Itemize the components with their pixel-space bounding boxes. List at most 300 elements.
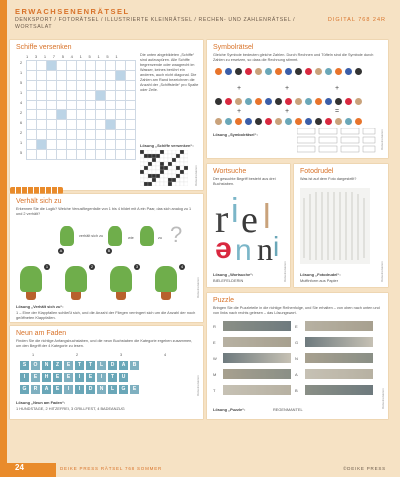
grid-cell[interactable] bbox=[76, 61, 86, 71]
grid-cell[interactable] bbox=[56, 90, 66, 100]
question-mark-icon: ? bbox=[170, 222, 183, 247]
symbol-equation-row bbox=[215, 98, 362, 105]
grid-cell[interactable] bbox=[46, 70, 56, 80]
solution-cell bbox=[168, 150, 172, 154]
grid-cell[interactable] bbox=[96, 150, 106, 160]
grid-cell[interactable] bbox=[86, 80, 96, 90]
puzzle-strip-image[interactable] bbox=[223, 385, 291, 395]
letter-tile[interactable]: T bbox=[75, 361, 84, 370]
ball-icon bbox=[285, 68, 292, 75]
ball-icon bbox=[305, 68, 312, 75]
grid-cell[interactable] bbox=[46, 100, 56, 110]
option-number: 1 bbox=[45, 264, 49, 269]
flytrap-plant bbox=[65, 266, 87, 292]
symbol-equation-row bbox=[215, 68, 362, 75]
flytrap-plant bbox=[140, 226, 154, 246]
row-number: 1 bbox=[20, 91, 23, 95]
letter-tile[interactable]: G bbox=[119, 385, 128, 394]
ball-icon bbox=[255, 98, 262, 105]
letter-tile[interactable]: N bbox=[97, 385, 106, 394]
symbol-solution-label: Lösung „Symbolrätsel“: bbox=[213, 132, 258, 137]
ball-icon bbox=[295, 118, 302, 125]
grid-cell[interactable] bbox=[86, 61, 96, 71]
solution-cell bbox=[184, 166, 188, 170]
grid-cell[interactable] bbox=[36, 110, 46, 120]
letter-tile[interactable]: I bbox=[75, 373, 84, 382]
grid-cell[interactable] bbox=[96, 90, 106, 100]
solution-cell bbox=[156, 166, 160, 170]
grid-cell[interactable] bbox=[106, 110, 116, 120]
solution-cell bbox=[156, 150, 160, 154]
grid-cell[interactable] bbox=[27, 140, 37, 150]
solution-cell bbox=[148, 158, 152, 162]
solution-cell bbox=[160, 166, 164, 170]
grid-cell[interactable] bbox=[36, 130, 46, 140]
puzzle-strip-image[interactable] bbox=[305, 385, 373, 395]
puzzle-letter: B bbox=[295, 387, 298, 393]
solution-cell bbox=[180, 182, 184, 186]
grid-cell[interactable] bbox=[66, 140, 76, 150]
solution-cell bbox=[176, 170, 180, 174]
solution-cell bbox=[180, 150, 184, 154]
solution-cell bbox=[140, 154, 144, 158]
grid-cell[interactable] bbox=[76, 80, 86, 90]
grid-cell[interactable] bbox=[126, 130, 136, 140]
schiffe-title: Schiffe versenken bbox=[16, 44, 72, 51]
letter-tile[interactable]: L bbox=[97, 361, 106, 370]
puzzle-strip-image[interactable] bbox=[223, 321, 291, 331]
grid-cell[interactable] bbox=[56, 110, 66, 120]
letter-tile[interactable]: T bbox=[108, 373, 117, 382]
letter-tile[interactable]: I bbox=[97, 373, 106, 382]
ball-icon bbox=[305, 118, 312, 125]
letter-tile[interactable]: I bbox=[20, 373, 29, 382]
ball-icon bbox=[355, 98, 362, 105]
grid-cell[interactable] bbox=[106, 130, 116, 140]
grid-cell[interactable] bbox=[116, 130, 126, 140]
svg-text:i: i bbox=[273, 231, 280, 262]
puzzle-strip-image[interactable] bbox=[305, 369, 373, 379]
grid-cell[interactable] bbox=[116, 80, 126, 90]
ball-icon bbox=[345, 68, 352, 75]
solution-cell bbox=[160, 182, 164, 186]
letter-tile[interactable]: G bbox=[20, 385, 29, 394]
letter-tile[interactable]: E bbox=[31, 373, 40, 382]
solution-cell bbox=[172, 170, 176, 174]
solution-cell bbox=[156, 178, 160, 182]
solution-cell bbox=[160, 174, 164, 178]
ball-icon bbox=[225, 118, 232, 125]
solution-cell bbox=[156, 170, 160, 174]
grid-cell[interactable] bbox=[116, 120, 126, 130]
solution-cell bbox=[172, 178, 176, 182]
puzzle-row bbox=[213, 337, 373, 347]
puzzle-letter: E bbox=[213, 339, 216, 345]
grid-cell[interactable] bbox=[126, 80, 136, 90]
ball-icon bbox=[235, 118, 242, 125]
ball-icon bbox=[335, 118, 342, 125]
solution-cell bbox=[140, 158, 144, 162]
solution-cell bbox=[148, 166, 152, 170]
grid-cell[interactable] bbox=[106, 150, 116, 160]
verhaelt-label-b: wie bbox=[128, 236, 134, 240]
ball-icon bbox=[245, 118, 252, 125]
solution-cell bbox=[176, 178, 180, 182]
grid-cell[interactable] bbox=[36, 140, 46, 150]
letter-tile[interactable]: Z bbox=[53, 361, 62, 370]
solution-cell bbox=[168, 158, 172, 162]
verhaelt-title: Verhält sich zu bbox=[16, 198, 62, 205]
solution-cell bbox=[140, 174, 144, 178]
ball-icon bbox=[255, 118, 262, 125]
solution-cell bbox=[152, 158, 156, 162]
grid-cell[interactable] bbox=[96, 70, 106, 80]
solution-cell bbox=[184, 170, 188, 174]
solution-cell bbox=[164, 158, 168, 162]
grid-cell[interactable] bbox=[46, 140, 56, 150]
letter-tile[interactable]: E bbox=[86, 373, 95, 382]
grid-cell[interactable] bbox=[76, 90, 86, 100]
letter-tile[interactable]: E bbox=[64, 373, 73, 382]
neun-card bbox=[10, 326, 203, 419]
letter-tile[interactable]: S bbox=[20, 361, 29, 370]
grid-cell[interactable] bbox=[126, 61, 136, 71]
schiffe-solution-grid bbox=[140, 150, 188, 186]
grid-cell[interactable] bbox=[76, 100, 86, 110]
neun-solution: 1 HUNDSTAGE, 2 HITZEFREI, 3 GRILLFEST, 4 BADEANZUG bbox=[16, 406, 125, 411]
grid-cell[interactable] bbox=[86, 90, 96, 100]
letter-tile[interactable]: E bbox=[64, 361, 73, 370]
svg-text:l: l bbox=[263, 198, 271, 236]
footer-title: DEIKE PRESS RÄTSEL 768 SOMMER bbox=[60, 466, 163, 471]
solution-cell bbox=[172, 154, 176, 158]
grid-cell[interactable] bbox=[46, 150, 56, 160]
grid-cell[interactable] bbox=[96, 130, 106, 140]
grid-cell[interactable] bbox=[27, 70, 37, 80]
grid-cell[interactable] bbox=[96, 80, 106, 90]
operator-sign: = bbox=[335, 108, 340, 115]
grid-cell[interactable] bbox=[27, 110, 37, 120]
grid-cell[interactable] bbox=[66, 70, 76, 80]
grid-cell[interactable] bbox=[126, 90, 136, 100]
grid-cell[interactable] bbox=[56, 130, 66, 140]
letter-tile[interactable]: D bbox=[86, 385, 95, 394]
ball-icon bbox=[335, 98, 342, 105]
grid-cell[interactable] bbox=[27, 150, 37, 160]
solution-cell bbox=[152, 150, 156, 154]
svg-text:r: r bbox=[215, 196, 229, 241]
letter-tile[interactable]: H bbox=[42, 373, 51, 382]
solution-cell bbox=[184, 158, 188, 162]
grid-cell[interactable] bbox=[106, 140, 116, 150]
solution-cell bbox=[184, 178, 188, 182]
letter-tile[interactable]: I bbox=[64, 385, 73, 394]
solution-cell bbox=[140, 170, 144, 174]
grid-cell[interactable] bbox=[36, 80, 46, 90]
grid-cell[interactable] bbox=[86, 110, 96, 120]
letter-tile[interactable]: I bbox=[75, 385, 84, 394]
grid-cell[interactable] bbox=[106, 70, 116, 80]
grid-cell[interactable] bbox=[46, 61, 56, 71]
ball-icon bbox=[265, 68, 272, 75]
grid-cell[interactable] bbox=[27, 130, 37, 140]
letter-tile[interactable]: A bbox=[119, 361, 128, 370]
ball-icon bbox=[215, 98, 222, 105]
grid-cell[interactable] bbox=[66, 61, 76, 71]
grid-cell[interactable] bbox=[36, 150, 46, 160]
ball-icon bbox=[285, 98, 292, 105]
grid-cell[interactable] bbox=[46, 130, 56, 140]
grid-cell[interactable] bbox=[66, 130, 76, 140]
solution-cell bbox=[160, 162, 164, 166]
grid-cell[interactable] bbox=[126, 70, 136, 80]
solution-cell bbox=[148, 154, 152, 158]
grid-cell[interactable] bbox=[27, 90, 37, 100]
grid-cell[interactable] bbox=[46, 120, 56, 130]
wortsuche-letter-image bbox=[213, 192, 283, 262]
grid-cell[interactable] bbox=[56, 150, 66, 160]
row-number: 5 bbox=[20, 81, 23, 85]
solution-cell bbox=[164, 154, 168, 158]
grid-cell[interactable] bbox=[36, 90, 46, 100]
ball-icon bbox=[295, 98, 302, 105]
ball-icon bbox=[355, 68, 362, 75]
grid-cell[interactable] bbox=[76, 70, 86, 80]
verhaelt-solution-label: Lösung „Verhält sich zu“: bbox=[16, 304, 64, 309]
solution-cell bbox=[172, 150, 176, 154]
schiffe-credit: Rätselredaktion bbox=[194, 165, 198, 186]
grid-cell[interactable] bbox=[126, 120, 136, 130]
grid-cell[interactable] bbox=[86, 70, 96, 80]
ball-icon bbox=[325, 98, 332, 105]
solution-cell bbox=[168, 162, 172, 166]
grid-cell[interactable] bbox=[86, 140, 96, 150]
grid-cell[interactable] bbox=[76, 110, 86, 120]
grid-cell[interactable] bbox=[56, 70, 66, 80]
puzzle-strip-image[interactable] bbox=[305, 321, 373, 331]
grid-cell[interactable] bbox=[126, 140, 136, 150]
schiffe-card bbox=[10, 40, 203, 190]
letter-tile[interactable]: E bbox=[53, 373, 62, 382]
grid-cell[interactable] bbox=[86, 120, 96, 130]
solution-cell bbox=[152, 178, 156, 182]
solution-cell bbox=[184, 174, 188, 178]
grid-cell[interactable] bbox=[116, 70, 126, 80]
puzzle-letter: T bbox=[213, 387, 216, 393]
svg-text:ə: ə bbox=[215, 232, 232, 262]
solution-cell bbox=[180, 162, 184, 166]
grid-cell[interactable] bbox=[126, 100, 136, 110]
puzzle-strip-image[interactable] bbox=[305, 337, 373, 347]
grid-cell[interactable] bbox=[126, 110, 136, 120]
grid-cell[interactable] bbox=[76, 130, 86, 140]
solution-cell bbox=[140, 150, 144, 154]
flytrap-plant bbox=[60, 226, 74, 246]
solution-cell bbox=[180, 170, 184, 174]
grid-cell[interactable] bbox=[27, 80, 37, 90]
grid-cell[interactable] bbox=[106, 90, 116, 100]
row-number: 6 bbox=[20, 121, 23, 125]
solution-cell bbox=[144, 154, 148, 158]
solution-cell bbox=[160, 154, 164, 158]
solution-cell bbox=[160, 158, 164, 162]
solution-cell bbox=[176, 166, 180, 170]
grid-cell[interactable] bbox=[27, 120, 37, 130]
solution-cell bbox=[144, 182, 148, 186]
solution-cell bbox=[176, 174, 180, 178]
row-number: 4 bbox=[20, 101, 23, 105]
letter-tile[interactable]: U bbox=[119, 373, 128, 382]
ball-icon bbox=[245, 68, 252, 75]
grid-cell[interactable] bbox=[96, 110, 106, 120]
grid-cell[interactable] bbox=[66, 120, 76, 130]
grid-cell[interactable] bbox=[46, 80, 56, 90]
puzzle-row bbox=[213, 353, 373, 363]
solution-cell bbox=[176, 154, 180, 158]
puzzle-strip-image[interactable] bbox=[223, 353, 291, 363]
solution-cell bbox=[168, 182, 172, 186]
grid-cell[interactable] bbox=[27, 61, 37, 71]
flytrap-plant bbox=[20, 266, 42, 292]
grid-cell[interactable] bbox=[36, 61, 46, 71]
puzzle-letter: G bbox=[295, 339, 299, 345]
grid-cell[interactable] bbox=[66, 80, 76, 90]
puzzle-card bbox=[207, 293, 388, 419]
grid-cell[interactable] bbox=[126, 150, 136, 160]
grid-cell[interactable] bbox=[56, 80, 66, 90]
letter-tile[interactable]: N bbox=[42, 361, 51, 370]
flytrap-plant bbox=[108, 226, 122, 246]
fotodrudel-credit: Rätselredaktion bbox=[380, 261, 384, 282]
fotodrudel-photo bbox=[300, 188, 370, 264]
solution-cell bbox=[180, 166, 184, 170]
neun-solution-label: Lösung „Neun am Faden“: bbox=[16, 400, 66, 405]
page-subtitle: DENKSPORT / FOTORÄTSEL / ILLUSTRIERTE KLEINRÄTSEL / RECHEN- UND ZAHLENRÄTSEL / WORTSALAT bbox=[15, 17, 296, 30]
puzzle-solution: REGENMANTEL bbox=[273, 407, 303, 412]
grid-cell[interactable] bbox=[86, 100, 96, 110]
ball-icon bbox=[235, 68, 242, 75]
solution-cell bbox=[172, 174, 176, 178]
pair-label: A bbox=[59, 248, 63, 253]
grid-cell[interactable] bbox=[66, 100, 76, 110]
puzzle-strip-image[interactable] bbox=[223, 369, 291, 379]
grid-cell[interactable] bbox=[116, 110, 126, 120]
letter-tile[interactable]: R bbox=[31, 385, 40, 394]
grid-cell[interactable] bbox=[96, 140, 106, 150]
grid-cell[interactable] bbox=[106, 120, 116, 130]
letter-tile[interactable]: E bbox=[53, 385, 62, 394]
grid-cell[interactable] bbox=[116, 150, 126, 160]
letter-tile[interactable]: L bbox=[108, 385, 117, 394]
grid-cell[interactable] bbox=[27, 100, 37, 110]
fotodrudel-instructions: Was ist auf dem Foto dargestellt? bbox=[300, 177, 357, 181]
grid-cell[interactable] bbox=[36, 70, 46, 80]
category-number: 3 bbox=[120, 353, 123, 357]
grid-cell[interactable] bbox=[116, 140, 126, 150]
puzzle-letter: A bbox=[295, 371, 298, 377]
grid-cell[interactable] bbox=[56, 120, 66, 130]
solution-cell bbox=[144, 174, 148, 178]
solution-cell bbox=[172, 166, 176, 170]
grid-cell[interactable] bbox=[56, 100, 66, 110]
grid-cell[interactable] bbox=[46, 90, 56, 100]
grid-cell[interactable] bbox=[66, 90, 76, 100]
ball-icon bbox=[235, 98, 242, 105]
ball-icon bbox=[295, 68, 302, 75]
grid-cell[interactable] bbox=[76, 140, 86, 150]
puzzle-strip-image[interactable] bbox=[305, 353, 373, 363]
option-number: 4 bbox=[180, 264, 184, 269]
letter-tile[interactable]: D bbox=[108, 361, 117, 370]
grid-cell[interactable] bbox=[106, 100, 116, 110]
wortsuche-instructions: Der gesuchte Begriff besteht aus drei Buchstaben. bbox=[213, 177, 276, 186]
solution-cell bbox=[184, 182, 188, 186]
grid-cell[interactable] bbox=[46, 110, 56, 120]
fotodrudel-card bbox=[294, 164, 388, 287]
grid-cell[interactable] bbox=[66, 150, 76, 160]
letter-tile[interactable]: T bbox=[86, 361, 95, 370]
grid-cell[interactable] bbox=[66, 110, 76, 120]
row-number: 2 bbox=[20, 111, 23, 115]
flytrap-plant bbox=[155, 266, 177, 292]
ball-icon bbox=[325, 118, 332, 125]
letter-tile[interactable]: A bbox=[42, 385, 51, 394]
ball-icon bbox=[285, 118, 292, 125]
solution-cell bbox=[140, 178, 144, 182]
grid-cell[interactable] bbox=[76, 150, 86, 160]
solution-cell bbox=[144, 158, 148, 162]
grid-cell[interactable] bbox=[96, 100, 106, 110]
solution-cell bbox=[156, 174, 160, 178]
ball-icon bbox=[325, 68, 332, 75]
ball-icon bbox=[265, 98, 272, 105]
ball-icon bbox=[255, 68, 262, 75]
grid-cell[interactable] bbox=[56, 61, 66, 71]
solution-cell bbox=[156, 182, 160, 186]
neun-instructions: Finden Sie die richtige Anfangsbuchstaben, und die neun Buchstaben die Kategorie ergeben zusammen, um den Begriff der 4 Kategorie zu lesen. bbox=[16, 339, 193, 348]
grid-cell[interactable] bbox=[96, 61, 106, 71]
schiffe-grid[interactable] bbox=[26, 60, 136, 160]
verhaelt-label-c: zu bbox=[158, 236, 163, 240]
grid-cell[interactable] bbox=[76, 120, 86, 130]
grid-cell[interactable] bbox=[116, 90, 126, 100]
grid-cell[interactable] bbox=[36, 100, 46, 110]
puzzle-credit: Rätselredaktion bbox=[381, 388, 385, 409]
neun-title: Neun am Faden bbox=[16, 330, 67, 337]
schiffe-solution-label: Lösung „Schiffe versenken“: bbox=[140, 143, 194, 148]
solution-cell bbox=[184, 154, 188, 158]
solution-cell bbox=[172, 182, 176, 186]
grid-cell[interactable] bbox=[116, 61, 126, 71]
letter-tile[interactable]: O bbox=[31, 361, 40, 370]
grid-cell[interactable] bbox=[106, 80, 116, 90]
grid-cell[interactable] bbox=[56, 140, 66, 150]
solution-cell bbox=[176, 162, 180, 166]
grid-cell[interactable] bbox=[86, 130, 96, 140]
solution-cell bbox=[140, 166, 144, 170]
grid-cell[interactable] bbox=[116, 100, 126, 110]
grid-cell[interactable] bbox=[36, 120, 46, 130]
grid-cell[interactable] bbox=[86, 150, 96, 160]
grid-cell[interactable] bbox=[96, 120, 106, 130]
operator-sign: + bbox=[285, 85, 290, 92]
letter-tile[interactable]: E bbox=[130, 385, 139, 394]
letter-tile[interactable]: B bbox=[130, 361, 139, 370]
puzzle-strip-image[interactable] bbox=[223, 337, 291, 347]
solution-cell bbox=[144, 178, 148, 182]
solution-cell bbox=[148, 162, 152, 166]
grid-cell[interactable] bbox=[106, 61, 116, 71]
